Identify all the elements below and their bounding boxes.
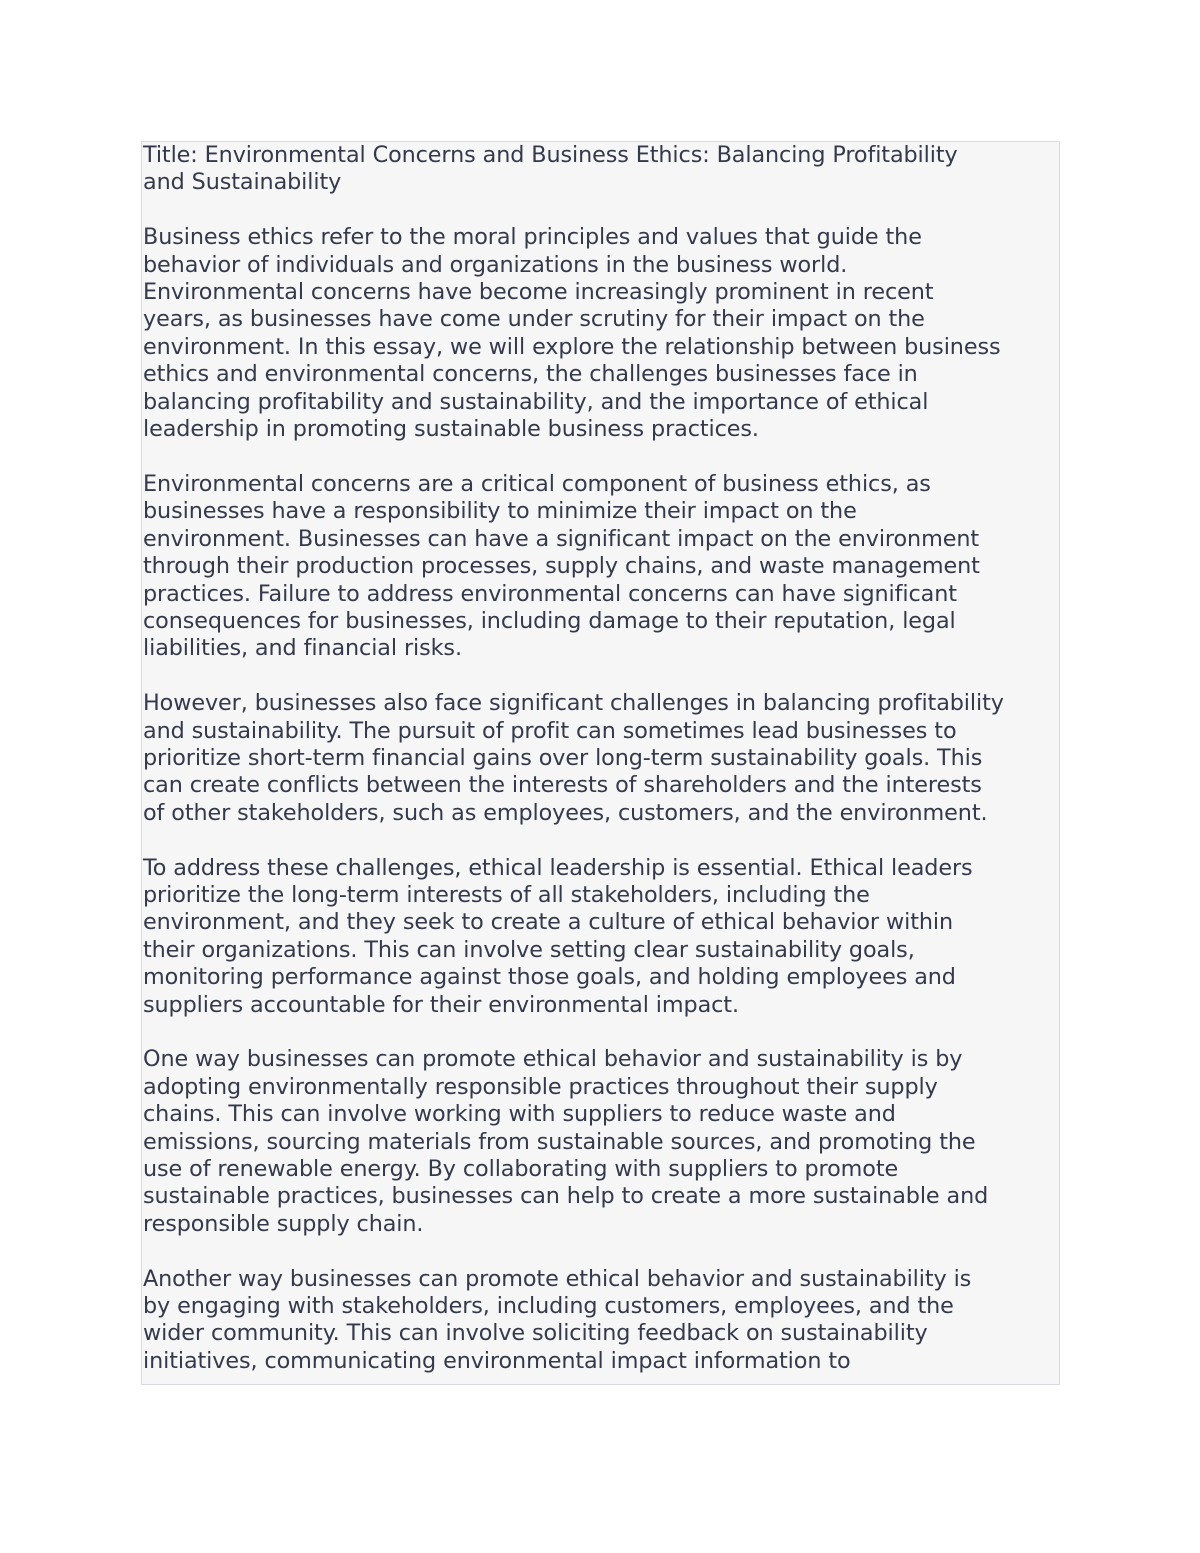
essay-text-box bbox=[141, 141, 1060, 1385]
essay-text: Title: Environmental Concerns and Business Ethics: Balancing Profitability and Sustainability Business ethics refer to the moral principles and values that guide the behavior of individuals and organizations in the business world. Environmental concerns have become increasingly prominent in recent years, as businesses have come under scrutiny for their impact on the environment. In this essay, we will explore the relationship between business ethics and environmental concerns, the challenges businesses face in balancing profitability and sustainability, and the importance of ethical leadership in promoting sustainable business practices. Environmental concerns are a critical component of business ethics, as businesses have a responsibility to minimize their impact on the environment. Businesses can have a significant impact on the environment through their production processes, supply chains, and waste management practices. Failure to address environmental concerns can have significant consequences for businesses, including damage to their reputation, legal liabilities, and financial risks. However, businesses also face significant challenges in balancing profitability and sustainability. The pursuit of profit can sometimes lead businesses to prioritize short-term financial gains over long-term sustainability goals. This can create conflicts between the interests of shareholders and the interests of other stakeholders, such as employees, customers, and the environment. To address these challenges, ethical leadership is essential. Ethical leaders prioritize the long-term interests of all stakeholders, including the environment, and they seek to create a culture of ethical behavior within their organizations. This can involve setting clear sustainability goals, monitoring performance against those goals, and holding employees and suppliers accountable for their environmental impact. One way businesses can promote ethical behavior and sustainability is by adopting environmentally responsible practices throughout their supply chains. This can involve working with suppliers to reduce waste and emissions, sourcing materials from sustainable sources, and promoting the use of renewable energy. By collaborating with suppliers to promote sustainable practices, businesses can help to create a more sustainable and responsible supply chain. Another way businesses can promote ethical behavior and sustainability is by engaging with stakeholders, including customers, employees, and the wider community. This can involve soliciting feedback on sustainability initiatives, communicating environmental impact information to bbox=[143, 142, 1004, 1374]
